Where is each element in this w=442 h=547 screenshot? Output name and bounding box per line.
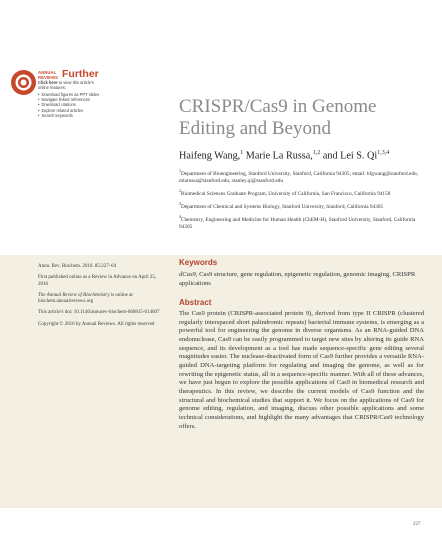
copyright-note: Copyright © 2016 by Annual Reviews. All rights reserved (38, 321, 155, 327)
badge-feature-item[interactable]: • Explore related articles (38, 108, 106, 113)
online-note-rest[interactable]: is online at biochem.annualreviews.org (38, 292, 133, 305)
affiliation-text: Biomedical Sciences Graduate Program, University of California, San Francisco, California 94158 (181, 190, 391, 197)
affiliation (179, 188, 424, 198)
author-name: and Lei S. Qi (320, 150, 378, 162)
affiliation (179, 201, 424, 211)
author-name: Haifeng Wang, (179, 150, 241, 162)
badge-feature-list (38, 92, 106, 118)
article-title: CRISPR/Cas9 in Genome Editing and Beyond (179, 96, 377, 139)
keywords-heading: Keywords (179, 258, 218, 267)
author-affil-ref: 1,3,4 (377, 150, 390, 156)
affiliation-text: Chemistry, Engineering and Medicine for Human Health (ChEM-H), Stanford University, Stanford, California 94305 (179, 217, 416, 230)
journal-citation: Annu. Rev. Biochem. 2016. 85:227–64 (38, 264, 117, 269)
badge-click-text[interactable] (38, 81, 104, 91)
affiliation (179, 168, 424, 184)
annual-reviews-further-badge[interactable] (10, 69, 106, 145)
annual-reviews-logo-icon (10, 69, 37, 96)
publication-note: First published online as a Review in Advance on April 25, 2016 (38, 275, 157, 287)
affiliation-number: 3 (179, 201, 181, 207)
keywords-list (179, 271, 424, 288)
badge-click-rest: to view this article's online features: (38, 80, 94, 90)
affiliation (179, 214, 424, 230)
keywords-rest: , Cas9 structure, gene regulation, epigenetic regulation, genomic imaging, CRISPR applications (179, 271, 416, 287)
online-note (38, 293, 163, 306)
affiliation-number: 4 (179, 214, 181, 220)
keyword-italic: dCas9 (179, 271, 196, 278)
abstract-heading: Abstract (179, 298, 212, 307)
abstract-text: The Cas9 protein (CRISPR-associated protein 9), derived from type II CRISPR (clustered regularly interspaced short palindromic repeats) bacterial immune systems, is emerging as a powerful tool for engineering the genome in diverse organisms. As an RNA-guided DNA endonuclease, Cas9 can be easily programmed to target new sites by altering its guide RNA sequence, and its development as a tool has made sequence-specific gene editing several magnitudes easier. The nuclease-deactivated form of Cas9 further provides a versatile RNA-guided DNA-targeting platform for regulating and imaging the genome, as well as for rewriting the epigenetic status, all in a sequence-specific manner. With all of these advances, we have just begun to explore the possible applications of Cas9 in biomedical research and therapeutics. In this review, we describe the current models of Cas9 function and the structural and biochemical studies that support it. We focus on the applications of Cas9 for genome editing, regulation, and imaging, discuss other possible applications and some technical considerations, and highlight the many advantages that CRISPR/Cas9 technology offers. (179, 310, 424, 430)
badge-feature-item[interactable]: • Search keywords (38, 113, 106, 118)
affiliation-text: Department of Bioengineering, Stanford University, Stanford, California 94305; email: hfgwang@stanford.edu, mlarussa@stanford.edu, stanley.qi@stanford.edu (179, 170, 418, 184)
badge-feature-item[interactable]: • Navigate linked references (38, 97, 106, 102)
author-name: Marie La Russa, (243, 150, 313, 162)
affiliations (179, 168, 424, 234)
journal-name: The Annual Review of Biochemistry (38, 292, 110, 298)
author-list (179, 147, 439, 162)
badge-annual-label: ANNUAL REVIEWS (38, 70, 59, 80)
badge-further-label: Further (62, 68, 99, 80)
badge-click-link[interactable]: Click here (38, 80, 58, 85)
affiliation-number: 1 (179, 168, 181, 173)
badge-feature-item[interactable]: • Download figures as PPT slides (38, 92, 106, 97)
page-number: 227 (413, 522, 421, 527)
author-affil-ref: 1,2 (312, 150, 321, 156)
affiliation-number: 2 (179, 187, 181, 193)
affiliation-text: Department of Chemical and Systems Biology, Stanford University, Stanford, California 94305 (181, 203, 384, 210)
article-metadata (38, 264, 163, 333)
doi-note[interactable]: This article's doi: 10.1146/annurev-biochem-060815-014607 (38, 310, 160, 316)
author-affil-ref: 1 (240, 150, 244, 156)
badge-feature-item[interactable]: • Download citations (38, 102, 106, 107)
